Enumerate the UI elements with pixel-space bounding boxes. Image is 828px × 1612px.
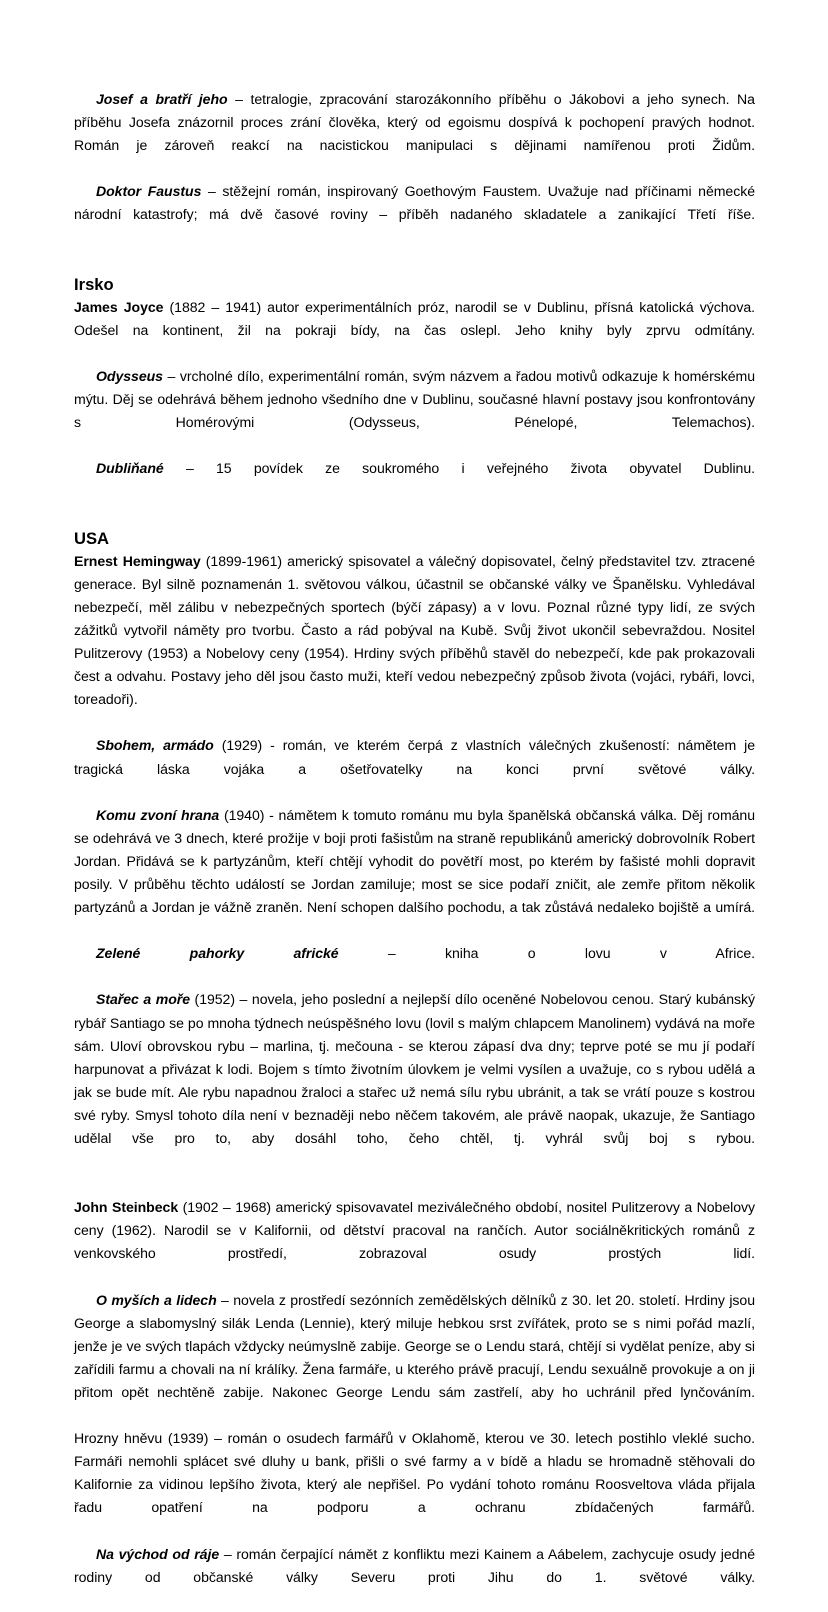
document-body xyxy=(74,88,755,1612)
paragraph-josef-a-bratri-jeho xyxy=(74,88,755,180)
paragraph-sbohem-armado xyxy=(74,734,755,803)
paragraph-text: – novela z prostředí sezónních zemědělských dělníků z 30. let 20. století. Hrdiny jsou George a slabomyslný silák Lenda (Lennie), který miluje hebkou srst zvířátek, proto se s nimi pořád mazlí, jenže je ve svých tlapách vždycky neúmyslně zabije. George se o Lendu stará, chtějí si vydělat peníze, aby si zařídili farmu a chovali na ní králíky. Žena farmáře, u kterého právě pracují, Lendu sexuálně provokuje a on ji přitom opět nechtěně zabije. Nakonec George Lendu sám zastřelí, aby ho uchránil před lynčováním. xyxy=(74,1291,755,1400)
paragraph-text: (1899-1961) americký spisovatel a válečný dopisovatel, čelný představitel tzv. ztracené generace. Byl silně poznamenán 1. světovou válkou, účastnil se občanské války ve Španělsku. Vyhledával nebezpečí, měl zálibu v nebezpečných sportech (býčí zápasy) a v lovu. Poznal různé typy lidí, ze svých zážitků vytvořil náměty pro tvorbu. Často a rád pobýval na Kubě. Svůj život ukončil sebevraždou. Nositel Pulitzerovy (1953) a Nobelovy ceny (1954). Hrdiny svých příběhů stavěl do nebezpečí, kde pak prokazovali čest a odvahu. Postavy jeho děl jsou často muži, kteří vedou nebezpečný způsob života (vojáci, rybáři, lovci, toreadoři). xyxy=(74,552,755,708)
work-title: Komu zvoní hrana xyxy=(96,806,220,823)
paragraph-text: (1929) - román, ve kterém čerpá z vlastních válečných zkušeností: námětem je tragická láska vojáka a ošetřovatelky na konci první světové války. xyxy=(74,737,755,777)
paragraph-text: (1882 – 1941) autor experimentálních próz, narodil se v Dublinu, přísná katolická výchova. Odešel na kontinent, žil na pokraji bídy, na čas oslepl. Jeho knihy byly zprvu odmítány. xyxy=(74,298,755,338)
paragraph-text: (1952) – novela, jeho poslední a nejlepší dílo oceněné Nobelovou cenou. Starý kubánský rybář Santiago se po mnoha týdnech neúspěšného lovu (lovil s malým chlapcem Manolinem) vydává na moře sám. Uloví obrovskou rybu – marlina, tj. mečouna - se kterou zápasí dva dny; teprve poté se mu jí podaří harpunovat a přivázat k lodi. Bojem s tímto životním úlovkem je velmi vysílen a uvažuje, co s rybou udělá a jak se bude mít. Ale rybu napadnou žraloci a stařec už nemá sílu rybu ubránit, a tak se vrátí pouze s kostrou své ryby. Smysl tohoto díla není v beznaději nebo něčem takovém, ale právě naopak, ukazuje, že Santiago udělal vše pro to, aby dosáhl toho, čeho chtěl, tj. vyhrál svůj boj s rybou. xyxy=(74,991,755,1147)
work-title: Odysseus xyxy=(96,368,163,385)
paragraph-james-joyce xyxy=(74,296,755,365)
section-heading-usa: USA xyxy=(74,528,110,548)
paragraph-text: – tetralogie, zpracování starozákonního příběhu o Jákobovi a jeho synech. Na příběhu Josefa znázornil proces zrání člověka, který od egoismu dospívá k pochopení pravých hodnot. Román je zároveň reakcí na nacistickou manipulaci s dějinami namířenou proti Židům. xyxy=(74,91,755,154)
paragraph-text: – stěžejní román, inspirovaný Goethovým Faustem. Uvažuje nad příčinami německé národní katastrofy; má dvě časové roviny – příběh nadaného skladatele a zanikající Třetí říše. xyxy=(74,183,755,223)
paragraph-na-vychod-od-raje xyxy=(74,1543,755,1612)
paragraph-doktor-faustus xyxy=(74,180,755,249)
paragraph-o-mysich-a-lidech xyxy=(74,1289,755,1428)
paragraph-odysseus xyxy=(74,365,755,457)
paragraph-ernest-hemingway xyxy=(74,550,755,735)
spacer xyxy=(74,504,755,527)
paragraph-text: – 15 povídek ze soukromého i veřejného života obyvatel Dublinu. xyxy=(163,460,755,477)
paragraph-text: – vrcholné dílo, experimentální román, svým názvem a řadou motivů odkazuje k homérskému mýtu. Děj se odehrává během jednoho všedního dne v Dublinu, současné hlavní postavy jsou konfrontovány s Homérovými (Odysseus, Pénelopé, Telemachos). xyxy=(74,368,755,431)
paragraph-text: – kniha o lovu v Africe. xyxy=(338,945,756,962)
author-name: John Steinbeck xyxy=(74,1199,179,1216)
work-title: Zelené pahorky africké xyxy=(96,945,339,962)
paragraph-komu-zvoni-hrana xyxy=(74,804,755,943)
work-title: Josef a bratří jeho xyxy=(96,91,228,107)
work-title: Na východ od ráje xyxy=(96,1545,220,1562)
work-title: Sbohem, armádo xyxy=(96,737,214,754)
paragraph-text: (1902 – 1968) americký spisovavatel meziválečného období, nositel Pulitzerovy a Nobelovy ceny (1962). Narodil se v Kalifornii, od dětství pracoval na rančích. Autor sociálněkritických románů z venkovského prostředí, zobrazoval osudy prostých lidí. xyxy=(74,1199,755,1262)
author-name: James Joyce xyxy=(74,298,164,315)
work-title: Dubliňané xyxy=(96,460,164,477)
work-title: Doktor Faustus xyxy=(96,183,202,200)
paragraph-text: (1940) - námětem k tomuto románu mu byla španělská občanská válka. Děj románu se odehrává ve 3 dnech, které prožije v boji proti fašistům na straně republikánů americký dobrovolník Robert Jordan. Přidává se k partyzánům, kteří chtějí vyhodit do povětří most, po kterém by fašisté mohli dopravit posily. V průběhu těchto událostí se Jordan zamiluje; most se sice podaří zničit, ale zemře přitom několik partyzánů a Jordan je vážně zraněn. Není schopen dalšího pochodu, a tak zůstává nedaleko bojiště a umírá. xyxy=(74,806,755,916)
spacer xyxy=(74,1173,755,1196)
paragraph-john-steinbeck xyxy=(74,1196,755,1288)
section-heading-irsko: Irsko xyxy=(74,274,114,294)
paragraph-text: Hrozny hněvu (1939) – román o osudech farmářů v Oklahomě, kterou ve 30. letech postihlo vleklé sucho. Farmáři nemohli splácet své dluhy u bank, přišli o své farmy a v bídě a hladu se hromadně stěhovali do Kalifornie za vidinou lepšího života, který ale nepřišel. Po vydání tohoto románu Roosveltova vláda přijala řadu opatření na podporu a ochranu zbídačených farmářů. xyxy=(74,1430,755,1516)
work-title: Stařec a moře xyxy=(96,991,190,1008)
paragraph-dublinane xyxy=(74,457,755,503)
spacer xyxy=(74,250,755,273)
work-title: O myších a lidech xyxy=(96,1291,217,1308)
paragraph-text: – román čerpající námět z konfliktu mezi Kainem a Aábelem, zachycuje osudy jedné rodiny od občanské války Severu proti Jihu do 1. světové války. xyxy=(74,1545,755,1585)
paragraph-hrozny-hnevu xyxy=(74,1427,755,1542)
author-name: Ernest Hemingway xyxy=(74,552,201,569)
paragraph-zelene-pahorky-africke xyxy=(74,942,755,988)
paragraph-starec-a-more xyxy=(74,988,755,1173)
